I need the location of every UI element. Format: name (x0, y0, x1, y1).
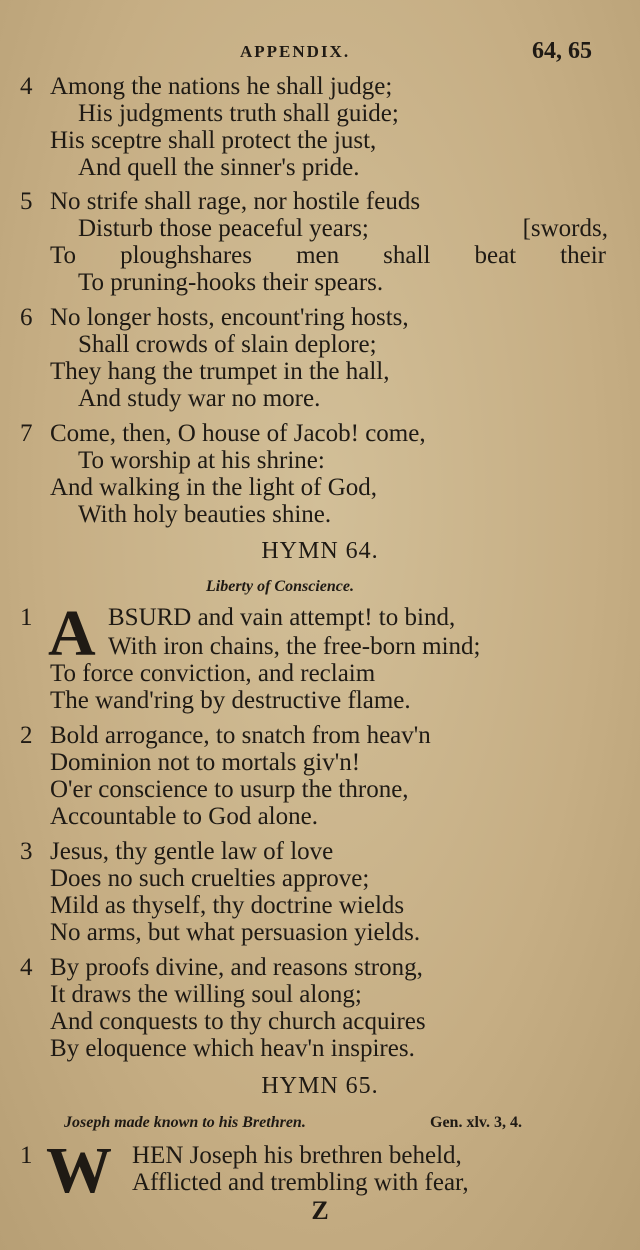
verse-line: His sceptre shall protect the just, (50, 127, 377, 154)
verse-line: And walking in the light of God, (50, 474, 378, 501)
scripture-reference: Gen. xlv. 3, 4. (430, 1114, 523, 1131)
verse-line: With iron chains, the free-born mind; (108, 633, 481, 660)
verse-line: HEN Joseph his brethren beheld, (132, 1142, 462, 1169)
verse-line: To worship at his shrine: (78, 447, 325, 474)
verse-line: To ploughshares men shall beat their (50, 242, 606, 269)
verse-line: To force conviction, and reclaim (50, 660, 376, 687)
stanza-number: 3 (20, 838, 33, 865)
hymn-subtitle: Liberty of Conscience. (206, 578, 354, 595)
stanza-number: 1 (20, 604, 33, 631)
drop-cap: A (48, 597, 96, 670)
verse-line: No longer hosts, encount'ring hosts, (50, 304, 409, 331)
verse-line: And conquests to thy church acquires (50, 1008, 426, 1035)
verse-line: Bold arrogance, to snatch from heav'n (50, 722, 431, 749)
verse-line: His judgments truth shall guide; (78, 100, 399, 127)
verse-line: And study war no more. (78, 385, 321, 412)
running-title: APPENDIX. (240, 42, 351, 61)
verse-line: Come, then, O house of Jacob! come, (50, 420, 426, 447)
verse-line: It draws the willing soul along; (50, 981, 362, 1008)
page-header (0, 38, 640, 68)
stanza-number: 4 (20, 954, 33, 981)
verse-line: BSURD and vain attempt! to bind, (108, 604, 456, 631)
verse-line-runover: [swords, (522, 215, 608, 242)
stanza-number: 6 (20, 304, 33, 331)
verse-line: Mild as thyself, thy doctrine wields (50, 892, 405, 919)
verse-line: Does no such cruelties approve; (50, 865, 370, 892)
verse-line: O'er conscience to usurp the throne, (50, 776, 409, 803)
verse-line: They hang the trumpet in the hall, (50, 358, 390, 385)
verse-line: The wand'ring by destructive flame. (50, 687, 411, 714)
verse-line: Shall crowds of slain deplore; (78, 331, 377, 358)
verse-line: Among the nations he shall judge; (50, 73, 393, 100)
stanza-number: 4 (20, 73, 33, 100)
verse-line: Afflicted and trembling with fear, (132, 1169, 469, 1196)
stanza-number: 5 (20, 188, 33, 215)
verse-line: With holy beauties shine. (78, 501, 332, 528)
verse-line: By eloquence which heav'n inspires. (50, 1035, 415, 1062)
verse-line: No arms, but what persuasion yields. (50, 919, 421, 946)
stanza-number: 1 (20, 1142, 33, 1169)
verse-line: Accountable to God alone. (50, 803, 318, 830)
verse-line: No strife shall rage, nor hostile feuds (50, 188, 421, 215)
verse-line: Jesus, thy gentle law of love (50, 838, 334, 865)
page-numbers: 64, 65 (532, 38, 592, 64)
verse-line: Dominion not to mortals giv'n! (50, 749, 361, 776)
verse-line: By proofs divine, and reasons strong, (50, 954, 423, 981)
hymn-title: HYMN 65. (261, 1073, 379, 1099)
drop-cap: W (46, 1134, 112, 1207)
hymn-title: HYMN 64. (261, 538, 379, 564)
stanza-number: 7 (20, 420, 33, 447)
verse-line: And quell the sinner's pride. (78, 154, 360, 181)
hymn-subtitle: Joseph made known to his Brethren. (64, 1114, 306, 1131)
verse-line: Disturb those peaceful years; (78, 215, 369, 242)
printer-signature-mark: Z (311, 1196, 329, 1225)
verse-line: To pruning-hooks their spears. (78, 269, 384, 296)
stanza-number: 2 (20, 722, 33, 749)
